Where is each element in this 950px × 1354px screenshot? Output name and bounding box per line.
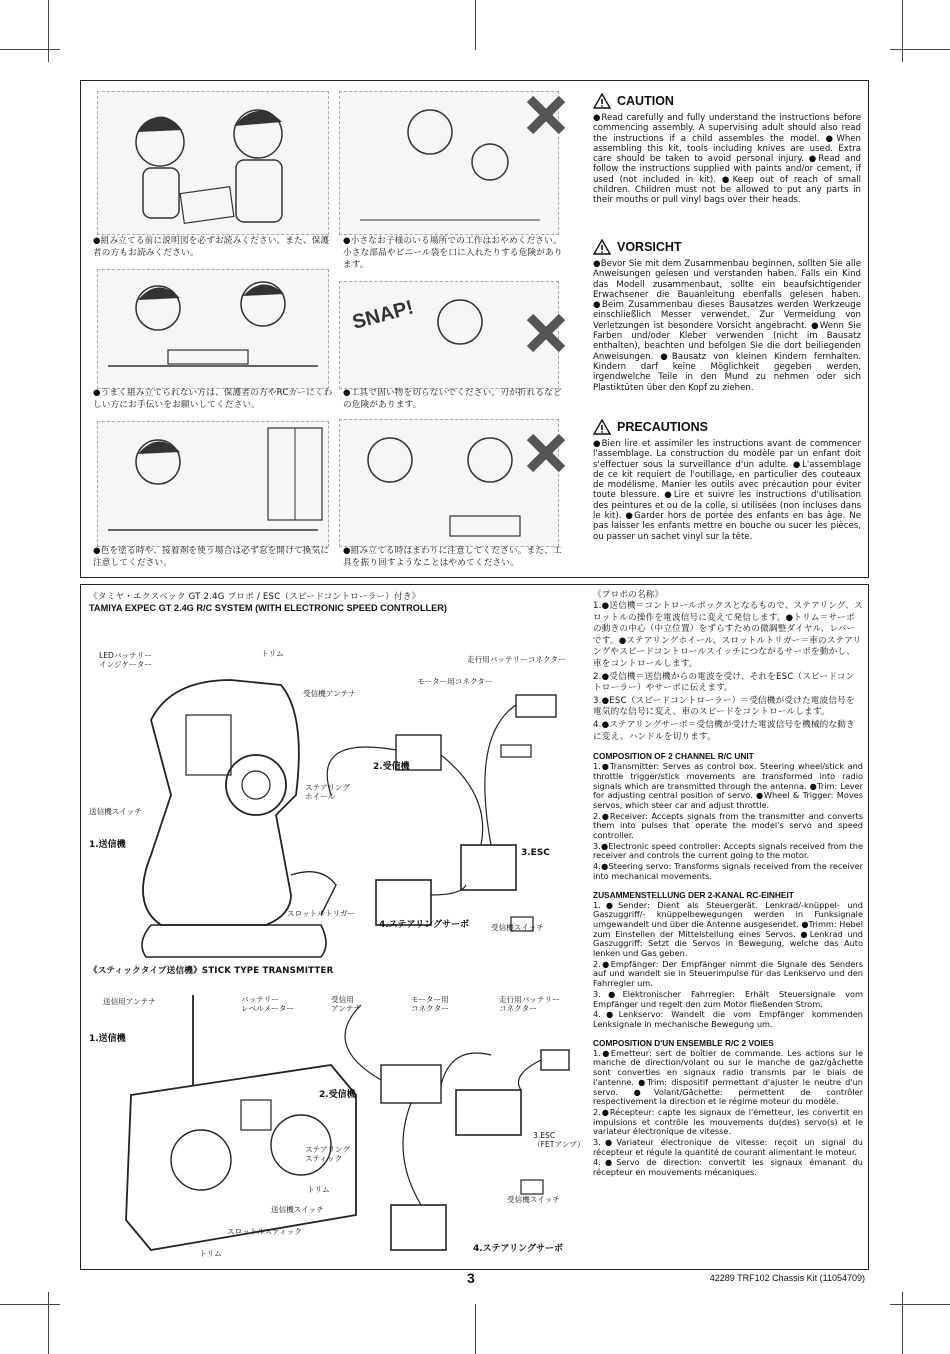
label-esc: 3.ESC: [521, 848, 550, 858]
comp-en-3: 3.●Electronic speed controller: Accepts signals received from the receiver and controls the current going to the motor.: [593, 840, 863, 861]
jp-note-2: ●うまく組み立てられない方は、保護者の方やRCカーにくわしい方にお手伝いをお願いしてください。: [93, 388, 333, 410]
comp-fr-2: 2.●Récepteur: capte les signaux de l'émetteur, les convertit en impulsions et contrôle les mouvements du(des) servo(s) et le variateur électronique de vitesse.: [593, 1106, 863, 1137]
comp-fr-title: COMPOSITION D'UN ENSEMBLE R/C 2 VOIES: [593, 1037, 774, 1048]
label-motor-connector-2: モーター用 コネクター: [411, 995, 449, 1013]
caution-heading: CAUTION: [593, 93, 861, 109]
label-run-battery-connector-2: 走行用バッテリー コネクター: [499, 995, 560, 1013]
label-steering-stick: ステアリング スティック: [305, 1145, 350, 1163]
illustration-ventilation: [97, 421, 329, 547]
jp-note-1: ●組み立てる前に説明図を必ずお読みください。また、保護者の方もお読みください。: [93, 236, 330, 258]
names-title: 《プロポの名称》: [593, 590, 664, 600]
snap-text: SNAP!: [350, 296, 416, 334]
label-trim-2: トリム: [307, 1185, 330, 1194]
label-trim-3: トリム: [199, 1249, 222, 1258]
comp-de-3: 3.●Elektronischer Fahrregler: Erhält Steuersignale vom Empfänger und regelt den zum Motor fließenden Strom.: [593, 988, 863, 1009]
prohibited-x-icon: [526, 433, 566, 473]
label-rx-switch: 受信機スイッチ: [491, 923, 544, 932]
jp-note-5: ●工具で固い物を切らないでください。刃が折れるなどの危険があります。: [343, 388, 562, 410]
warning-icon: [593, 239, 611, 255]
label-tx-switch: 送信機スイッチ: [89, 807, 142, 816]
label-rx-antenna: 受信用 アンテナ: [331, 995, 362, 1013]
stick-system-illustration: [91, 985, 596, 1263]
comp-en-4: 4.●Steering servo: Transforms signals received from the receiver into mechanical movements.: [593, 861, 863, 881]
prohibited-x-icon: [526, 95, 566, 135]
warning-icon: [593, 93, 611, 109]
label-run-battery-connector: 走行用バッテリーコネクター: [467, 655, 566, 664]
names-jp-4: 4.●ステアリングサーボ＝受信機が受けた電波信号を機械的な動きに変え、ハンドルを切ります。: [593, 719, 855, 742]
vorsicht-section: [593, 239, 861, 393]
people-illustration: [98, 270, 328, 388]
people-illustration: [98, 422, 328, 546]
label-battery-meter: バッテリー レベルメーター: [241, 995, 294, 1013]
label-rx-switch-2: 受信機スイッチ: [507, 1195, 560, 1204]
names-column: [593, 589, 863, 1179]
crop-mark: [0, 1304, 60, 1305]
comp-en-2: 2.●Receiver: Accepts signals from the transmitter and converts them into pulses that operate the model's servo and speed controller.: [593, 810, 863, 841]
vorsicht-heading: VORSICHT: [593, 239, 861, 255]
illustration-asking-help: [97, 269, 329, 389]
jp-note-6: ●組み立てる時はまわりに注意してください。また、工具を振り回すようなことはやめてください。: [343, 546, 562, 568]
label-throttle-trigger: スロットルトリガー: [287, 909, 356, 918]
people-illustration: [98, 92, 328, 234]
safety-panel: [80, 80, 869, 578]
comp-fr-1: 1.●Emetteur: sert de boîtier de commande. Les actions sur le manche de direction/volant ou sur le manche de gaz/gâchette sont converties en signaux radio transmis par le biais de l'antenne. ●Trim: dispositif permettant d'ajuster le neutre d'un servo. ●Volant/Gâchette: permettent de contrôler respectivement la direction et le régime moteur du modèle.: [593, 1047, 863, 1107]
comp-de-1: 1.●Sender: Dient als Steuergerät. Lenkrad/-knüppel- und Gaszuggriff/- knüppelbewegungen werden in Funksignale umgewandelt und über die Antenne ausgesendet. ●Trimm: Hebel zum Einstellen der Mittelstellung eines Servos. ●Lenkrad und Gaszuggriff: Setzt die Servos in Bewegung, welche das Auto lenken und Gas geben.: [593, 899, 863, 959]
label-led-indicator: LEDバッテリー インジケーター: [99, 651, 152, 669]
comp-de-title: ZUSAMMENSTELLUNG DER 2-KANAL RC-EINHEIT: [593, 889, 794, 900]
label-receiver-antenna: 受信機アンテナ: [303, 689, 356, 698]
names-jp-2: 2.●受信機＝送信機からの電波を受け、それをESC（スピードコントローラー）やサーボに伝えます。: [593, 671, 855, 694]
crop-mark: [890, 1304, 950, 1305]
label-receiver-2: 2.受信機: [319, 1090, 356, 1100]
kit-info: 42289 TRF102 Chassis Kit (11054709): [709, 1273, 865, 1283]
crop-mark: [902, 0, 903, 62]
crop-mark: [475, 0, 476, 50]
label-tx-switch-2: 送信機スイッチ: [271, 1205, 324, 1214]
radio-title-en: TAMIYA EXPEC GT 2.4G R/C SYSTEM (WITH ELECTRONIC SPEED CONTROLLER): [89, 603, 447, 613]
jp-note-3: ●色を塗る時や、接着剤を使う場合は必ず窓を開けて換気に注意してください。: [93, 546, 330, 568]
label-motor-connector: モーター用コネクター: [417, 677, 493, 686]
radio-title-jp: 《タミヤ・エクスペック GT 2.4G プロポ / ESC（スピードコントローラー）付き》: [89, 592, 421, 602]
label-steering-wheel: ステアリング ホイール: [305, 783, 350, 801]
crop-mark: [890, 49, 950, 50]
comp-en-title: COMPOSITION OF 2 CHANNEL R/C UNIT: [593, 751, 754, 762]
warning-icon: [593, 419, 611, 435]
label-esc-fet: 3.ESC （FETアンプ）: [533, 1131, 585, 1149]
page-number: 3: [467, 1270, 475, 1286]
crop-mark: [48, 1292, 49, 1354]
comp-de-2: 2.●Empfänger: Der Empfänger nimmt die Signale des Senders auf und wandelt sie in Steuerimpulse für das Lenkservo und den Fahrregler um.: [593, 958, 863, 989]
illustration-reading-instructions: [97, 91, 329, 235]
label-steering-servo-2: 4.ステアリングサーボ: [473, 1244, 563, 1254]
comp-fr-3: 3.●Variateur électronique de vitesse: reçoit un signal du récepteur et régule la quantité de courant alimentant le moteur.: [593, 1137, 863, 1157]
crop-mark: [0, 49, 60, 50]
comp-de-4: 4.●Lenkservo: Wandelt die vom Empfänger kommenden Lenksignale in mechanische Bewegung um.: [593, 1009, 863, 1029]
prohibited-x-icon: [526, 313, 566, 353]
crop-mark: [475, 1304, 476, 1354]
label-transmitter: 1.送信機: [89, 840, 126, 850]
label-receiver: 2.受信機: [373, 762, 410, 772]
crop-mark: [48, 0, 49, 62]
comp-fr-4: 4.●Servo de direction: convertit les signaux émanant du récepteur en mouvements mécaniques.: [593, 1157, 863, 1178]
names-jp-1: 1.●送信機＝コントロールボックスとなるもので、ステアリング、スロットルの操作を電波信号に変えて発信します。●トリム＝サーボの動きの中心（中立位置）をずらすための微調整ダイヤル、レバーです。●ステアリングホイール、スロットルトリガー＝車のステアリングやスピードコントロールスイッチにつながるサーボを動かし、車をコントロールします。: [593, 601, 863, 669]
label-tx-antenna: 送信用アンテナ: [103, 997, 156, 1006]
radio-panel: [80, 584, 869, 1270]
label-steering-servo: 4.ステアリングサーボ: [379, 920, 469, 930]
precautions-heading: PRECAUTIONS: [593, 419, 861, 435]
label-transmitter-2: 1.送信機: [89, 1034, 126, 1044]
precautions-section: [593, 419, 861, 542]
comp-en-1: 1.●Transmitter: Serves as control box. Steering wheel/stick and throttle trigger/stick movements are transformed into radio signals which are transmitted through the antenna. ●Trim: Lever for adjusting central position of servo. ●Wheel & Trigger: Moves servos, which steer car and adjust throttle.: [593, 761, 863, 810]
label-trim: トリム: [261, 649, 284, 658]
names-jp-3: 3.●ESC（スピードコントローラー）＝受信機が受けた電波信号を電気的な信号に変え、車のスピードをコントロールします。: [593, 695, 855, 718]
crop-mark: [902, 1292, 903, 1354]
jp-note-4: ●小さなお子様のいる場所での工作はおやめください。小さな部品やビニール袋を口に入れたりする危険があります。: [343, 236, 563, 270]
label-throttle-stick: スロットルスティック: [227, 1227, 302, 1236]
caution-section: [593, 93, 861, 206]
vorsicht-text: ●Bevor Sie mit dem Zusammenbau beginnen, sollten Sie alle Anweisungen gelesen und verstanden haben. Falls ein Kind das Modell zusammenbaut, sollte ein beaufsichtigender Erwachsener die Bauanleitung ebenfalls gelesen haben. ●Beim Zusammenbau dieses Bausatzes werden Werkzeuge einschließlich Messer verwendet. Zur Vermeidung von Verletzungen ist besondere Vorsicht angebracht. ●Wenn Sie Farben und/oder Kleber verwenden (nicht im Bausatz enthalten), beachten und befolgen Sie die dort beiliegenden Anweisungen. ●Bausatz von kleinen Kindern fernhalten. Kindern darf keine Möglichkeit gegeben werden, irgendwelche Teile in den Mund zu nehmen oder sich Plastiktüten über den Kopf zu ziehen.: [593, 259, 861, 393]
stick-title: 《スティックタイプ送信機》STICK TYPE TRANSMITTER: [89, 966, 334, 976]
precautions-text: ●Bien lire et assimiler les instructions avant de commencer l'assemblage. La construction du modèle par un enfant doit s'effectuer sous la surveillance d'un adulte. ●L'assemblage de ce kit requiert de l'outillage, en particulier des couteaux de modélisme. Manier les outils avec précaution pour éviter toute blessure. ●Lire et suivre les instructions d'utilisation des peintures et ou de la colle, si utilisées (non incluses dans le kit). ●Garder hors de portée des enfants en bas âge. Ne pas laisser les enfants mettre en bouche ou sucer les pièces, ou passer un sachet vinyl sur la tête.: [593, 439, 861, 542]
caution-text: ●Read carefully and fully understand the instructions before commencing assembly. A supervising adult should also read the instructions if a child assembles the model. ●When assembling this kit, tools including knives are used. Extra care should be taken to avoid personal injury. ●Read and follow the instructions supplied with paints and/or cement, if used (not included in kit). ●Keep out of reach of small children. Children must not be allowed to put any parts in their mouths or pull vinyl bags over their heads.: [593, 113, 861, 206]
